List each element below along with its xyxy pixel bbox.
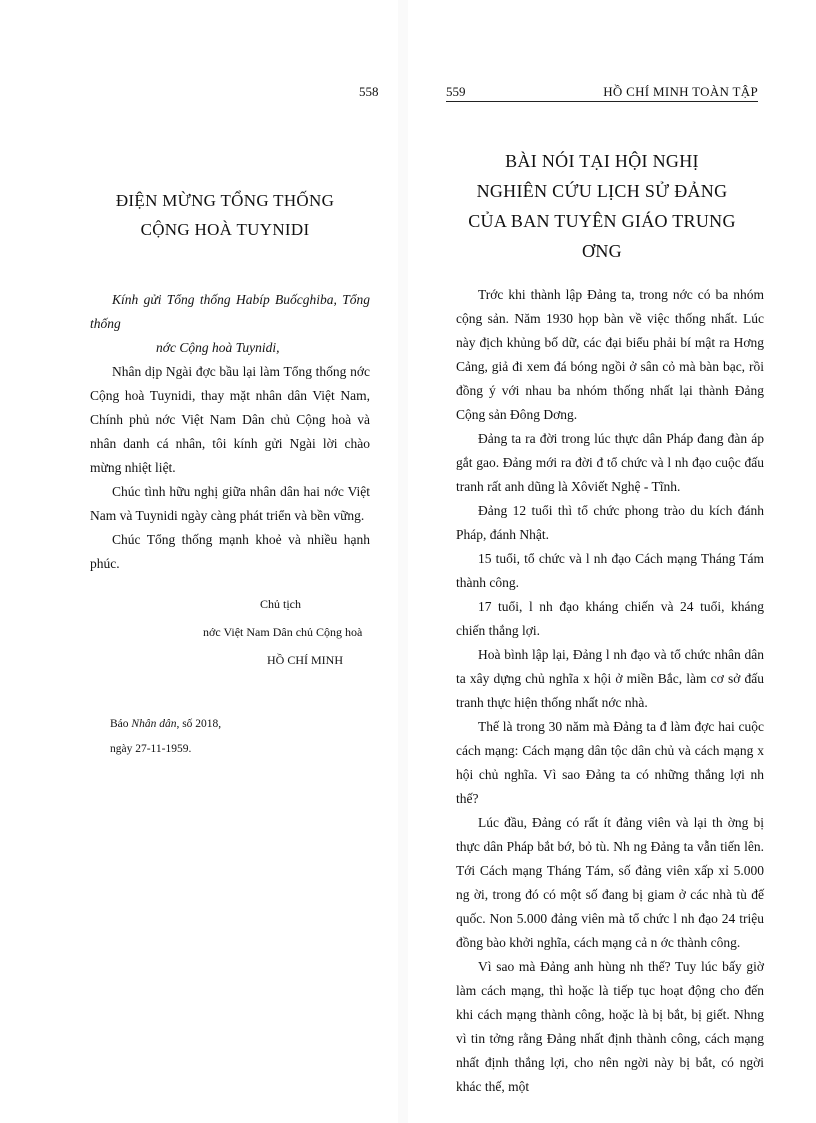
source-note	[110, 712, 221, 762]
right-page-number: 559	[446, 84, 466, 99]
salutation-line-2	[90, 336, 370, 360]
right-paragraph-8: Lúc đầu, Đảng có rất ít đảng viên và lại th ờng bị thực dân Pháp bắt bớ, bỏ tù. Nh ng Đảng ta vẫn tiến lên. Tới Cách mạng Tháng Tám, số đảng viên xấp xỉ 5.000 ng ời, trong đó có một số đang bị giam ở các nhà tù đế quốc. Non 5.000 đảng viên mà tổ chức l nh đạo 24 triệu đồng bào khởi nghĩa, cách mạng cả n ớc thành công.	[456, 815, 764, 950]
right-page-title	[446, 146, 758, 266]
right-title-line-2: NGHIÊN CỨU LỊCH SỬ ĐẢNG	[476, 181, 728, 201]
salutation-text-1: Kính gửi Tổng thống Habíp Buốcghiba, Tổng thống	[90, 292, 370, 331]
header-rule	[446, 101, 758, 102]
signature-country: nớc Việt Nam Dân chủ Cộng hoà	[203, 625, 363, 639]
signature-block	[185, 590, 362, 674]
left-title-line-1: ĐIỆN MỪNG TỔNG THỐNG	[115, 191, 335, 210]
left-paragraph-2: Chúc tình hữu nghị giữa nhân dân hai nớc Việt Nam và Tuynidi ngày càng phát triển và bền vững.	[90, 484, 370, 523]
right-paragraph-7: Thế là trong 30 năm mà Đảng ta đ làm đợc hai cuộc cách mạng: Cách mạng dân tộc dân chủ và cách mạng x hội chủ nghĩa. Vì sao Đảng ta có những thắng lợi nh thế?	[456, 719, 764, 806]
source-paper: Nhân dân	[131, 718, 177, 730]
right-title-line-3: CỦA BAN TUYÊN GIÁO TRUNG ƠNG	[468, 211, 736, 261]
right-paragraph-2: Đảng ta ra đời trong lúc thực dân Pháp đang đàn áp gắt gao. Đảng mới ra đời đ tổ chức và l nh đạo cuộc đấu tranh rất anh dũng là Xôviết Nghệ - Tĩnh.	[456, 431, 764, 494]
left-paragraph-3: Chúc Tổng thống mạnh khoẻ và nhiều hạnh phúc.	[90, 532, 370, 571]
right-paragraph-3: Đảng 12 tuổi thì tổ chức phong trào du kích đánh Pháp, đánh Nhật.	[456, 503, 764, 542]
salutation-text-2: nớc Cộng hoà Tuynidi,	[156, 340, 280, 355]
source-suffix: , số 2018,	[176, 718, 222, 730]
source-note-date: ngày 27-11-1959.	[110, 743, 192, 755]
right-title-line-1: BÀI NÓI TẠI HỘI NGHỊ	[505, 151, 699, 171]
right-page-body	[456, 283, 764, 1099]
right-paragraph-1: Trớc khi thành lập Đảng ta, trong nớc có ba nhóm cộng sản. Năm 1930 họp bàn về việc thống nhất. Lúc này địch khủng bố dữ, các đại biểu phải bí mật ra Hơng Cảng, giả đi xem đá bóng ngồi ở sân cỏ mà bàn bạc, rồi đồng ý với nhau ba nhóm thống nhất lại thành Đảng Cộng sản Đông Dơng.	[456, 287, 764, 422]
left-page	[0, 0, 400, 1123]
salutation-line-1	[90, 288, 370, 336]
source-note-line-1	[110, 712, 221, 737]
left-page-body	[90, 288, 370, 576]
right-paragraph-4: 15 tuổi, tổ chức và l nh đạo Cách mạng Tháng Tám thành công.	[456, 551, 764, 590]
running-head: HỒ CHÍ MINH TOÀN TẬP	[603, 84, 758, 99]
right-paragraph-9: Vì sao mà Đảng anh hùng nh thế? Tuy lúc bấy giờ làm cách mạng, thì hoặc là tiếp tục hoạt động cho đến khi cách mạng thành công, hoặc là bị bắt, bị giết. Nhng vì tin tởng rằng Đảng nhất định thành công, cách mạng nhất định thắng lợi, cho nên ngời này bị bắt, có ngời khác thế, một	[456, 959, 764, 1094]
source-prefix: Báo	[110, 718, 132, 730]
left-page-number: 558	[359, 84, 379, 99]
left-title-line-2: CỘNG HOÀ TUYNIDI	[140, 220, 310, 239]
right-paragraph-5: 17 tuổi, l nh đạo kháng chiến và 24 tuổi, kháng chiến thắng lợi.	[456, 599, 764, 638]
signature-name: HỒ CHÍ MINH	[267, 653, 343, 667]
right-paragraph-6: Hoà bình lập lại, Đảng l nh đạo và tổ chức nhân dân ta xây dựng chủ nghĩa x hội ở miền Bắc, làm cơ sở đấu tranh thực hiện thống nhất nớc nhà.	[456, 647, 764, 710]
right-page	[408, 0, 816, 1123]
left-paragraph-1: Nhân dịp Ngài đợc bầu lại làm Tổng thống nớc Cộng hoà Tuynidi, thay mặt nhân dân Việt Nam, Chính phủ nớc Việt Nam Dân chủ Cộng hoà và nhân danh cá nhân, tôi kính gửi Ngài lời chào mừng nhiệt liệt.	[90, 364, 370, 475]
left-page-title	[100, 186, 350, 244]
signature-role: Chủ tịch	[260, 597, 301, 611]
